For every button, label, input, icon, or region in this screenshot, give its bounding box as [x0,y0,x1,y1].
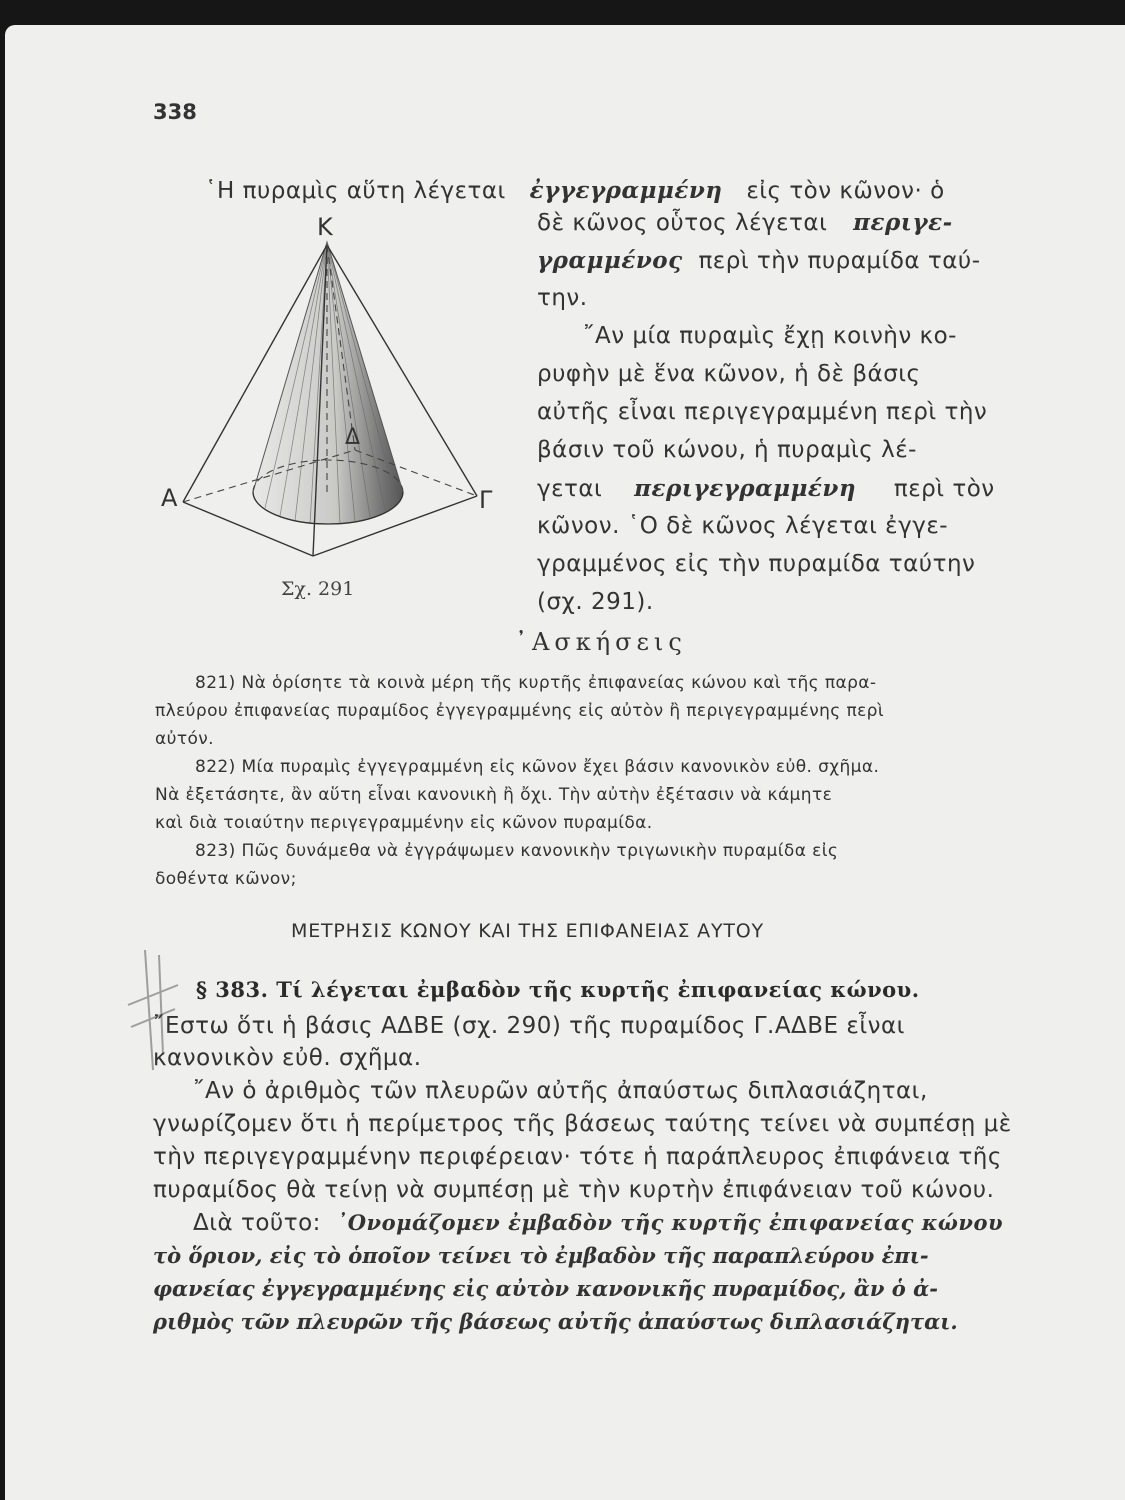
label-left: Α [161,484,178,512]
intro-line-4: την. [537,285,588,311]
s383-p3-lead: Διὰ τοῦτο: [193,1210,321,1236]
exercise-line: καὶ διὰ τοιαύτην περιγεγραμμένην εἰς κῶνον πυραμίδα. [155,813,653,833]
label-center: Δ [345,425,361,450]
s383-p2-line: τὴν περιγεγραμμένην περιφέρειαν· τότε ἡ παράπλευρος ἐπιφάνεια τῆς [153,1144,1002,1170]
label-right: Γ [479,486,493,514]
definition-line: φανείας ἐγγεγραμμένης εἰς αὐτὸν κανονικῆς πυραμίδος, ἂν ὁ ἀ- [153,1276,938,1301]
term-circumscribed-2: περιγεγραμμένη [634,475,857,502]
s383-p2-line: πυραμίδος θὰ τείνῃ νὰ συμπέσῃ μὲ τὴν κυρτὴν ἐπιφάνειαν τοῦ κώνου. [153,1177,995,1203]
intro-line-11: γραμμένος εἰς τὴν πυραμίδα ταύτην [537,551,976,577]
intro-line-9 [537,475,995,502]
page-number: 338 [153,100,197,124]
intro-line-7: αὐτῆς εἶναι περιγεγραμμένη περὶ τὴν [537,399,988,425]
intro-text: γεται [537,476,603,502]
exercise-line: 821) Νὰ ὁρίσητε τὰ κοινὰ μέρη τῆς κυρτῆς ἐπιφανείας κώνου καὶ τῆς παρα- [195,673,877,693]
s383-p3-line-1 [193,1210,1003,1236]
exercise-line: Νὰ ἐξετάσητε, ἂν αὕτη εἶναι κανονικὴ ἢ ὄχι. Τὴν αὐτὴν ἐξέτασιν νὰ κάμητε [155,785,833,805]
term-circumscribed-cont: γραμμένος [537,247,683,274]
intro-text: ῾Η πυραμὶς αὕτη λέγεται [205,178,506,204]
term-inscribed: ἐγγεγραμμένη [529,177,723,204]
intro-text: περὶ τὴν πυραμίδα ταύ- [698,248,981,274]
intro-line-8: βάσιν τοῦ κώνου, ἡ πυραμὶς λέ- [537,437,917,463]
book-page [5,25,1125,1500]
intro-text: εἰς τὸν κῶνον· ὁ [746,178,945,204]
s383-p1-line: κανονικὸν εὐθ. σχῆμα. [153,1045,422,1071]
cone-pyramid-figure [155,190,505,610]
s383-p2-line: γνωρίζομεν ὅτι ἡ περίμετρος τῆς βάσεως ταύτης τείνει νὰ συμπέσῃ μὲ [153,1111,1012,1137]
intro-line-6: ρυφὴν μὲ ἕνα κῶνον, ἡ δὲ βάσις [537,361,921,387]
intro-text: δὲ κῶνος οὗτος λέγεται [537,210,828,236]
intro-line-3 [537,247,981,274]
section-383-title: § 383. Τί λέγεται ἐμβαδὸν τῆς κυρτῆς ἐπιφανείας κώνου. [196,977,920,1002]
term-circumscribed: περιγε- [853,209,953,236]
exercise-line: δοθέντα κῶνον; [155,869,297,889]
exercises-heading: ᾿Ασκήσεις [515,628,687,656]
label-apex: Κ [317,213,333,241]
figure-caption: Σχ. 291 [281,578,355,600]
exercise-line: πλεύρου ἐπιφανείας πυραμίδος ἐγγεγραμμένης εἰς αὐτὸν ἢ περιγεγραμμένης περὶ [155,701,885,721]
intro-line-12: (σχ. 291). [537,589,654,615]
intro-line-5: ῎Αν μία πυραμὶς ἔχῃ κοινὴν κο- [583,323,957,349]
definition-line: ριθμὸς τῶν πλευρῶν τῆς βάσεως αὐτῆς ἀπαύστως διπλασιάζηται. [153,1309,958,1334]
definition-line: τὸ ὅριον, εἰς τὸ ὁποῖον τείνει τὸ ἐμβαδὸν τῆς παραπλεύρου ἐπι- [153,1243,929,1268]
section-title: ΜΕΤΡΗΣΙΣ ΚΩΝΟΥ ΚΑΙ ΤΗΣ ΕΠΙΦΑΝΕΙΑΣ ΑΥΤΟΥ [291,920,764,942]
cone-body [253,242,403,524]
definition-text: ᾿Ονομάζομεν ἐμβαδὸν τῆς κυρτῆς ἐπιφανείας κώνου [336,1210,1004,1235]
exercise-line: 822) Μία πυραμὶς ἐγγεγραμμένη εἰς κῶνον ἔχει βάσιν κανονικὸν εὐθ. σχῆμα. [195,757,880,777]
s383-p2-line: ῎Αν ὁ ἀριθμὸς τῶν πλευρῶν αὐτῆς ἀπαύστως διπλασιάζηται, [193,1078,928,1104]
intro-text: περὶ τὸν [893,476,995,502]
s383-p1-line: ῎Εστω ὅτι ἡ βάσις ΑΔΒΕ (σχ. 290) τῆς πυραμίδος Γ.ΑΔΒΕ εἶναι [153,1013,905,1039]
intro-line-2 [537,209,953,236]
intro-line-10: κῶνον. ῾Ο δὲ κῶνος λέγεται ἐγγε- [537,513,949,539]
exercise-line: αὐτόν. [155,729,214,749]
exercise-line: 823) Πῶς δυνάμεθα νὰ ἐγγράψωμεν κανονικὴν τριγωνικὴν πυραμίδα εἰς [195,841,839,861]
